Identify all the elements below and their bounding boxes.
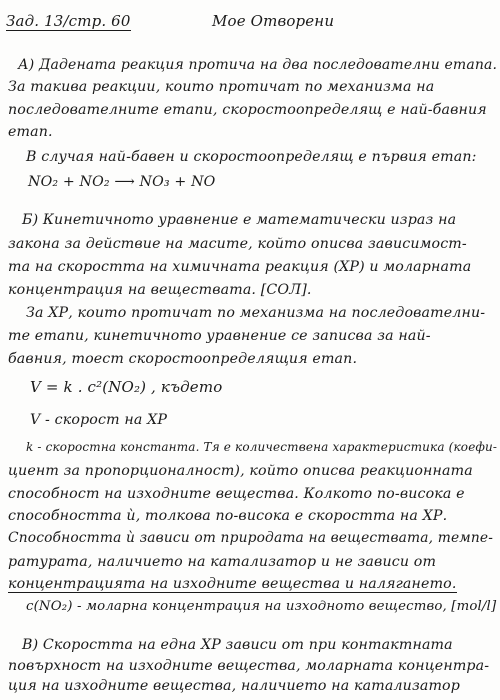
student-name: Мое Отворени	[212, 12, 335, 30]
definition-k-line-3: способност на изходните вещества. Колкото по-висока е	[8, 486, 465, 502]
section-b-line-6: те етапи, кинетичното уравнение се записва за най-	[8, 328, 431, 344]
section-b-line-1: Б) Кинетичното уравнение е математически израз на	[22, 212, 457, 228]
section-b-line-5: За ХР, които протичат по механизма на последователни-	[26, 305, 486, 321]
definition-k-line-6: ратурата, наличието на катализатор и не зависи от	[8, 554, 437, 570]
section-a-line-1: А) Даденатa реакция протича на два последователни етапa.	[18, 57, 498, 73]
definition-k-line-2: циент за пропорционалност), който описва реакционната	[8, 463, 473, 479]
section-a-line-4: етап.	[8, 124, 53, 140]
section-b-line-7: бавния, тоест скоростоопределящия етап.	[8, 351, 358, 367]
section-b-line-4: концентрация на веществата. [COЛ].	[8, 282, 312, 298]
section-b-line-3: та на скоростта на химичната реакция (ХР) и моларната	[8, 259, 472, 275]
definition-k-line-5: Способността ѝ зависи от природата на веществата, темпе-	[8, 530, 494, 546]
section-a-line-5: В случая най-бавен и скоростоопределящ е първия етап:	[26, 149, 477, 165]
definition-k-line-7: концентрацията на изходните вещества и налягането.	[8, 576, 457, 592]
section-c-line-2: повърхност на изходните вещества, моларната концентра-	[8, 658, 490, 674]
section-b-line-2: закона за действие на масите, който описва зависимост-	[8, 236, 467, 252]
reaction-equation: NO₂ + NO₂ ⟶ NO₃ + NO	[28, 174, 216, 190]
definition-c: c(NO₂) - моларна концентрация на изходното вещество, [mol/l]	[26, 599, 497, 614]
task-number: Зад. 13/стр. 60	[6, 12, 131, 30]
section-c-line-1: В) Скоростта на една ХР зависи от при контактната	[22, 637, 453, 653]
section-c-line-3: ция на изходните вещества, наличието на катализатор	[8, 678, 460, 694]
section-a-line-3: последователните етапи, скоростоопределящ е най-бавния	[8, 102, 487, 118]
definition-v: V - скорост на ХР	[30, 412, 168, 428]
section-a-line-2: За такива реакции, които протичат по механизма на	[8, 79, 435, 95]
kinetic-equation: V = k . c²(NO₂) , където	[30, 378, 223, 396]
definition-k-line-4: способността ѝ, толкова по-висока е скоростта на ХР.	[8, 508, 448, 524]
definition-k-line-1: k - скоростна константа. Тя е количествена характеристика (коефи-	[26, 440, 498, 454]
